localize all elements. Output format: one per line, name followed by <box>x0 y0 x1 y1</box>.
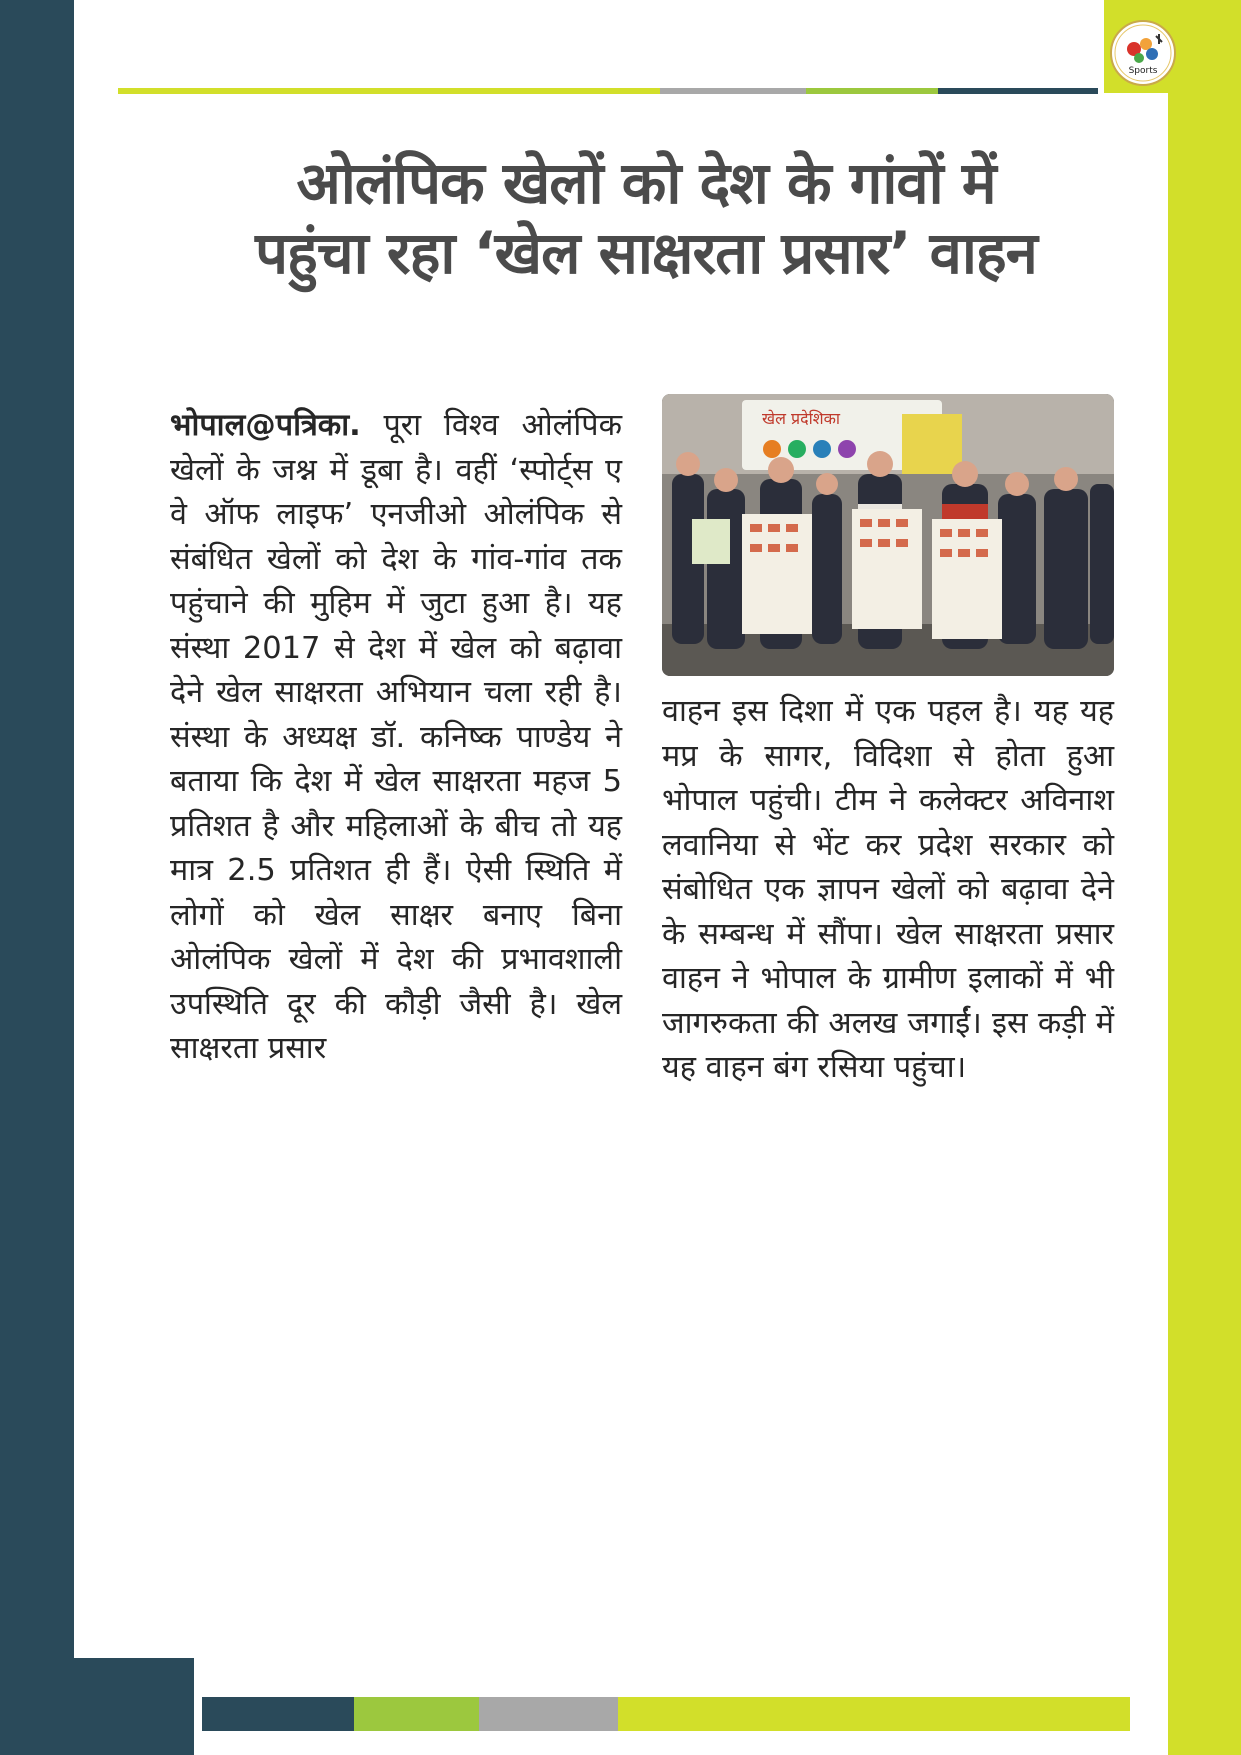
headline-line-1: ओलंपिक खेलों को देश के गांवों में <box>296 149 996 217</box>
right-lime-band <box>1168 93 1241 1755</box>
article-column-2: वाहन इस दिशा में एक पहल है। यह यह मप्र के सागर, विदिशा से होता हुआ भोपाल पहुंची। टीम ने कलेक्टर अविनाश लवानिया से भेंट कर प्रदेश सरकार को संबोधित एक ज्ञापन खेलों को बढ़ावा देने के सम्बन्ध में सौंपा। खेल साक्षरता प्रसार वाहन ने भोपाल के ग्रामीण इलाकों में भी जागरुकता की अलख जगाईं। इस कड़ी में यह वाहन बंग रसिया पहुंचा। <box>662 694 1114 1085</box>
footer-rule-navy <box>202 1697 354 1731</box>
footer-rule-gray <box>479 1697 618 1731</box>
column-1-body: पूरा विश्व ओलंपिक खेलों के जश्न में डूबा है। वहीं ‘स्पोर्ट्स ए वे ऑफ लाइफ’ एनजीओ ओलंपिक से संबंधित खेलों को देश के गांव-गांव तक पहुंचाने की मुहिम में जुटा हुआ है। यह संस्था 2017 से देश में खेल को बढ़ावा देने खेल साक्षरता अभियान चला रही है। संस्था के अध्यक्ष डॉ. कनिष्क पाण्डेय ने बताया कि देश में खेल साक्षरता महज 5 प्रतिशत है और महिलाओं के बीच तो यह मात्र 2.5 प्रतिशत ही हैं। ऐसी स्थिति में लोगों को खेल साक्षर बनाए बिना ओलंपिक खेलों में देश की प्रभावशाली उपस्थिति दूर की कौड़ी जैसी है। खेल साक्षरता प्रसार <box>170 408 622 1066</box>
sports-logo <box>1110 20 1176 86</box>
top-rule-lime <box>118 88 660 94</box>
article-headline <box>196 148 1096 288</box>
group-photo-image <box>662 394 1114 676</box>
top-rule-gray <box>660 88 806 94</box>
left-navy-band <box>0 0 74 1755</box>
article-column-1 <box>170 404 622 1072</box>
left-footer-block <box>0 1658 194 1755</box>
article-photo <box>662 394 1114 676</box>
top-rule-green <box>806 88 938 94</box>
photo-banner-text: खेल प्रदेशिका <box>762 409 841 428</box>
dateline: भोपाल@पत्रिका. <box>170 408 361 443</box>
footer-rule-green <box>354 1697 479 1731</box>
footer-rule-lime <box>618 1697 1130 1731</box>
headline-line-2: पहुंचा रहा ‘खेल साक्षरता प्रसार’ वाहन <box>255 219 1037 287</box>
logo-label: Sports <box>1128 66 1158 76</box>
top-rule-navy <box>938 88 1098 94</box>
